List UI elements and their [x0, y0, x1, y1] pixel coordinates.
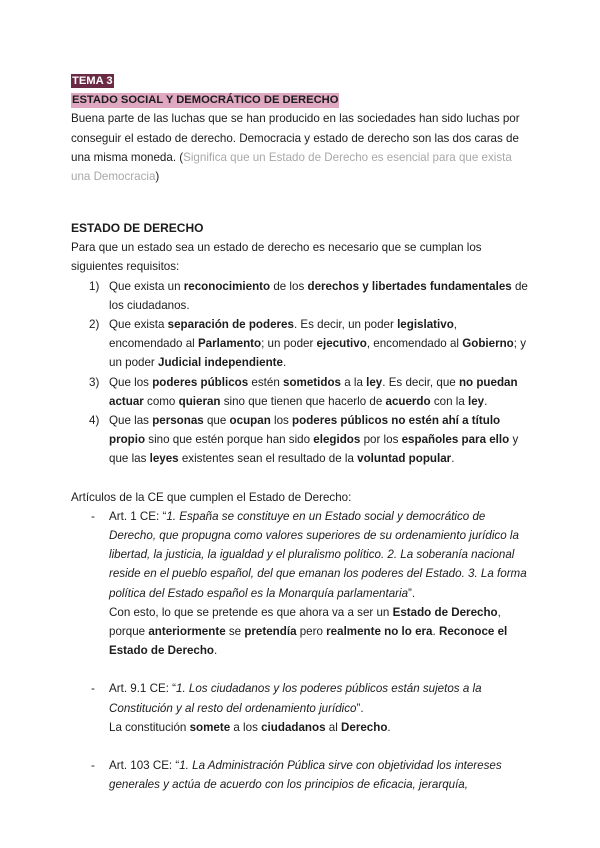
bold-text: ley: [468, 394, 485, 408]
article-dash: -: [91, 759, 95, 773]
article-ref: Art. 1 CE: “: [109, 509, 167, 523]
article-quote-block: [109, 507, 533, 603]
bold-text: Gobierno: [462, 337, 514, 351]
text-run: , encomendado al: [366, 337, 463, 351]
intro-aside: Significa que un Estado de Derecho es esencial para que exista una Democracia: [71, 150, 512, 184]
text-run: de los ciudadanos.: [109, 279, 528, 312]
text-run: Que exista un: [109, 279, 184, 293]
bold-text: poderes públicos: [152, 375, 249, 389]
article-item: [71, 507, 533, 661]
requirement-number: 3): [89, 375, 100, 389]
article-quote-end: ”.: [356, 701, 364, 715]
requirements-list: [71, 277, 533, 469]
text-run: con la: [430, 394, 468, 408]
requirement-item: [71, 315, 533, 373]
text-run: .: [282, 356, 287, 370]
bold-text: sometidos: [283, 375, 341, 389]
article-dash: -: [91, 682, 95, 696]
text-run: , porque: [109, 605, 501, 639]
text-run: Que los: [109, 375, 153, 389]
bold-text: ley: [366, 375, 383, 389]
text-run: Con esto, lo que se pretende es que ahora va a ser un: [109, 605, 393, 619]
article-item: [71, 756, 533, 794]
text-run: .: [387, 720, 391, 734]
text-run: , encomendado al: [109, 318, 458, 351]
text-run: al: [325, 720, 342, 734]
text-run: de los: [270, 279, 308, 293]
article-ref: Art. 9.1 CE: “: [109, 682, 177, 696]
bold-text: quieran: [178, 394, 221, 408]
text-run: como: [143, 394, 179, 408]
bold-text: personas: [152, 414, 204, 428]
text-run: que: [203, 414, 230, 428]
bold-text: realmente no lo era: [326, 625, 433, 639]
text-run: ; y un poder: [109, 337, 526, 370]
text-run: sino que estén porque han sido: [145, 433, 314, 447]
bold-text: poderes públicos no estén ahí a título propio: [109, 414, 501, 447]
text-run: a los: [230, 720, 262, 734]
text-run: .: [432, 625, 439, 639]
bold-text: ciudadanos: [261, 720, 326, 734]
article-comment: [109, 718, 533, 737]
spacer: [71, 186, 533, 205]
bold-text: Reconoce el Estado de Derecho: [109, 625, 508, 658]
tema-label: TEMA 3: [72, 75, 113, 87]
article-quote: 1. España se constituye en un Estado social y democrático de Derecho, que propugna como valores superiores de su ordenamiento jurídico la libertad, la justicia, la igualdad y el pluralismo político. 2. La soberanía nacional reside en el pueblo español, del que emanan los poderes del Estado. 3. La forma política del Estado español es la Monarquía parlamentaria: [109, 509, 527, 600]
text-run: los: [270, 414, 293, 428]
article-quote-block: [109, 756, 533, 794]
text-run: pero: [296, 625, 327, 639]
intro-close: ): [155, 170, 160, 184]
article-comment: [109, 603, 533, 661]
bold-text: ejecutivo: [316, 337, 367, 351]
text-run: y que las: [109, 433, 519, 466]
bold-text: acuerdo: [385, 394, 431, 408]
article-quote: 1. Los ciudadanos y los poderes públicos están sujetos a la Constitución y al resto del ordenamiento jurídico: [109, 682, 482, 715]
text-run: ; un poder: [261, 337, 317, 351]
bold-text: Judicial independiente: [158, 356, 283, 370]
intro-paragraph: [71, 109, 533, 186]
text-run: Que las: [109, 414, 153, 428]
requirement-number: 2): [89, 318, 100, 332]
bold-text: derechos y libertades fundamentales: [307, 279, 512, 293]
text-run: a la: [340, 375, 367, 389]
text-run: La constitución: [109, 720, 190, 734]
article-quote: 1. La Administración Pública sirve con objetividad los intereses generales y actúa de acuerdo con los principios de eficacia, jerarquía,: [109, 759, 502, 792]
text-run: . Es decir, un poder: [293, 318, 398, 332]
text-run: por los: [360, 433, 402, 447]
article-ref: Art. 103 CE: “: [109, 759, 180, 773]
bold-text: Parlamento: [197, 337, 262, 351]
bold-text: ocupan: [229, 414, 271, 428]
spacer: [71, 469, 533, 488]
bold-text: españoles para ello: [401, 433, 510, 447]
text-run: . Es decir, que: [382, 375, 459, 389]
bold-text: pretendía: [244, 625, 297, 639]
requirement-item: [71, 277, 533, 315]
text-run: Que exista: [109, 318, 168, 332]
text-run: se: [225, 625, 245, 639]
text-run: estén: [248, 375, 283, 389]
bold-text: voluntad popular: [357, 452, 452, 466]
text-run: sino que tienen que hacerlo de: [220, 394, 386, 408]
bold-text: anteriormente: [148, 625, 226, 639]
text-run: .: [484, 394, 488, 408]
article-item: [71, 679, 533, 737]
section-title: ESTADO DE DERECHO: [71, 221, 204, 236]
article-quote-block: [109, 679, 533, 717]
section-lead: Para que un estado sea un estado de derecho es necesario que se cumplan los siguientes requisitos:: [71, 241, 482, 274]
requirement-number: 4): [89, 414, 100, 428]
articles-lead: Artículos de la CE que cumplen el Estado de Derecho:: [71, 490, 352, 504]
text-run: .: [214, 644, 218, 658]
article-quote-end: ”.: [408, 586, 416, 600]
bold-text: reconocimiento: [183, 279, 271, 293]
bold-text: legislativo: [397, 318, 454, 332]
articles-list: [71, 507, 533, 795]
bold-text: somete: [189, 720, 231, 734]
bold-text: no puedan actuar: [109, 375, 518, 408]
bold-text: elegidos: [313, 433, 361, 447]
intro-text: Buena parte de las luchas que se han producido en las sociedades han sido luchas por conseguir el estado de derecho. Democracia y estado de derecho son las dos caras de una misma moneda. (: [71, 112, 520, 164]
article-dash: -: [91, 509, 95, 523]
bold-text: Derecho: [341, 720, 388, 734]
bold-text: leyes: [149, 452, 179, 466]
text-run: existentes sean el resultado de la: [178, 452, 358, 466]
requirement-item: [71, 373, 533, 411]
bold-text: separación de poderes: [167, 318, 294, 332]
page-title: ESTADO SOCIAL Y DEMOCRÁTICO DE DERECHO: [72, 94, 339, 107]
page-content: [71, 71, 533, 814]
bold-text: Estado de Derecho: [392, 605, 498, 619]
requirement-number: 1): [89, 279, 100, 293]
requirement-item: [71, 411, 533, 469]
text-run: .: [451, 452, 455, 466]
